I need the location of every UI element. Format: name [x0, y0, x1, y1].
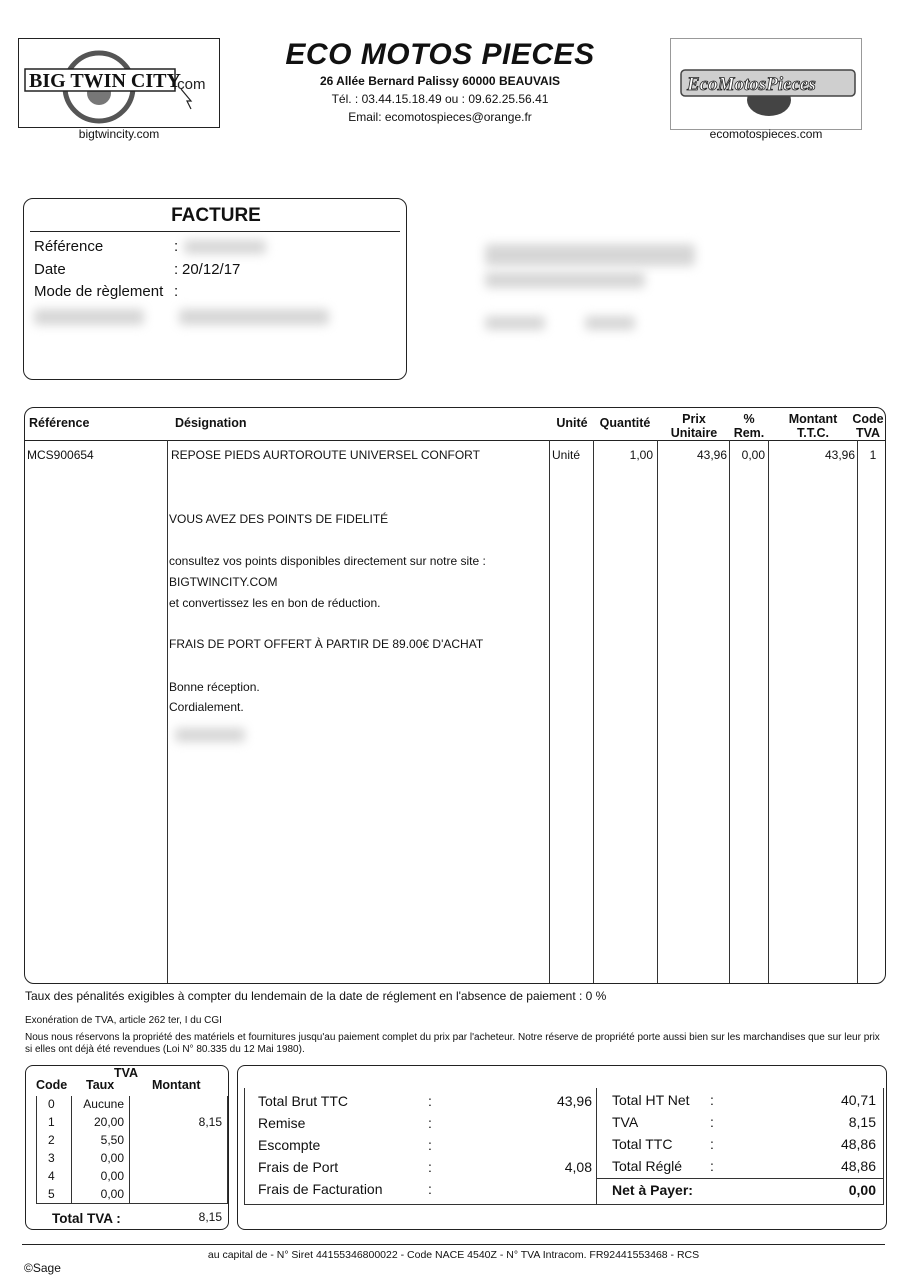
company-name: ECO MOTOS PIECES [285, 38, 595, 71]
reference-label: Référence [34, 238, 104, 255]
signature-redacted [175, 728, 245, 742]
total-regle-value: 48,86 [840, 1158, 876, 1174]
reception-message: Bonne réception. [169, 680, 260, 694]
tva-grid-divider-2 [129, 1096, 130, 1203]
customer-address-redacted-4 [585, 316, 635, 330]
ecomotospieces-logo [670, 38, 862, 130]
date-value: 20/12/17 [182, 261, 241, 278]
tva-montant: 8,15 [198, 1115, 222, 1129]
remise-colon: : [428, 1115, 432, 1131]
tva-title: TVA [114, 1066, 139, 1080]
header-remise: % Rem. [733, 412, 765, 440]
total-tva-label: Total TVA : [52, 1211, 121, 1226]
col-divider-3 [593, 440, 594, 983]
tva-code: 1 [48, 1115, 55, 1129]
row-designation: REPOSE PIEDS AURTOROUTE UNIVERSEL CONFORT [171, 448, 480, 462]
row-remise: 0,00 [741, 448, 765, 462]
tva-total-colon: : [710, 1114, 714, 1130]
date-colon: : [174, 261, 179, 278]
frais-port-label: Frais de Port [258, 1159, 339, 1175]
total-ttc-label: Total TTC [612, 1136, 673, 1152]
col-divider-4 [657, 440, 658, 983]
col-divider-2 [549, 440, 550, 983]
total-ttc-colon: : [710, 1136, 714, 1152]
convert-message: et convertissez les en bon de réduction. [169, 596, 381, 610]
tva-code: 2 [48, 1133, 55, 1147]
ecomotospieces-logo-text: EcoMotosPieces [687, 74, 816, 95]
total-brut-label: Total Brut TTC [258, 1093, 348, 1109]
company-email: Email: ecomotospieces@orange.fr [348, 110, 532, 124]
total-ht-value: 40,71 [840, 1092, 876, 1108]
left-logo-caption: bigtwincity.com [78, 127, 160, 141]
total-regle-colon: : [710, 1158, 714, 1174]
bigtwincity-logo-graphic [21, 41, 217, 125]
invoice-lines-table [24, 407, 886, 984]
facture-box [23, 198, 407, 380]
net-a-payer-divider [596, 1178, 884, 1179]
tva-total-label: TVA [612, 1114, 639, 1130]
total-brut-colon: : [428, 1093, 432, 1109]
frais-facturation-label: Frais de Facturation [258, 1181, 383, 1197]
company-phone: Tél. : 03.44.15.18.49 ou : 09.62.25.56.41 [331, 92, 549, 106]
total-ht-label: Total HT Net [612, 1092, 690, 1108]
frais-port-colon: : [428, 1159, 432, 1175]
escompte-label: Escompte [258, 1137, 321, 1153]
tva-taux: 20,00 [93, 1115, 124, 1129]
ecomotospieces-logo-graphic [673, 42, 859, 126]
frais-facturation-colon: : [428, 1181, 432, 1197]
tva-grid [36, 1096, 228, 1204]
payment-redacted-2 [179, 309, 329, 325]
col-divider-5 [729, 440, 730, 983]
header-prix-unitaire: Prix Unitaire [670, 412, 718, 440]
penalites-note: Taux des pénalités exigibles à compter du lendemain de la date de réglement en l'absence de paiement : 0 % [25, 989, 607, 1003]
header-unite: Unité [556, 416, 588, 430]
bigtwincity-logo [18, 38, 220, 128]
tva-col-code: Code [36, 1078, 68, 1092]
company-address: 26 Allée Bernard Palissy 60000 BEAUVAIS [319, 74, 561, 88]
right-logo-caption: ecomotospieces.com [709, 127, 823, 141]
tva-summary-box [25, 1065, 229, 1230]
net-a-payer-value: 0,00 [848, 1182, 876, 1198]
bigtwincity-logo-text: BIG TWIN CITY [29, 70, 181, 92]
row-montant: 43,96 [824, 448, 855, 462]
sage-copyright: ©Sage [24, 1261, 61, 1275]
regards-message: Cordialement. [169, 700, 244, 714]
tva-code: 3 [48, 1151, 55, 1165]
col-divider-6 [768, 440, 769, 983]
customer-address-redacted-1 [485, 244, 695, 266]
header-quantite: Quantité [599, 416, 651, 430]
tva-taux: Aucune [83, 1097, 124, 1111]
total-tva-value: 8,15 [198, 1210, 222, 1224]
exoneration-note: Exonération de TVA, article 262 ter, I du CGI [25, 1015, 222, 1026]
col-divider-1 [167, 440, 168, 983]
tva-total-value: 8,15 [848, 1114, 876, 1130]
row-reference: MCS900654 [27, 448, 94, 462]
tva-taux: 0,00 [100, 1151, 124, 1165]
header-montant: Montant T.T.C. [788, 412, 838, 440]
tva-code: 4 [48, 1169, 55, 1183]
total-regle-label: Total Réglé [612, 1158, 683, 1174]
payment-label: Mode de règlement [34, 283, 164, 300]
table-header-divider [25, 440, 885, 441]
reference-redacted [184, 240, 266, 254]
row-quantite: 1,00 [629, 448, 653, 462]
payment-colon: : [174, 283, 179, 300]
remise-label: Remise [258, 1115, 306, 1131]
facture-title: FACTURE [171, 205, 261, 226]
shipping-message: FRAIS DE PORT OFFERT À PARTIR DE 89.00€ D'ACHAT [169, 637, 484, 651]
row-code-tva: 1 [869, 448, 877, 462]
fidelity-message: VOUS AVEZ DES POINTS DE FIDELITÉ [169, 512, 389, 526]
row-prix-unitaire: 43,96 [696, 448, 727, 462]
tva-code: 0 [48, 1097, 55, 1111]
reserve-note: Nous nous réservons la propriété des matériels et fournitures jusqu'au paiement complet du prix par l'acheteur. Notre réserve de propriété porte aussi bien sur les marchandises que sur leur prix si elles ont déjà été revendues (Loi N° 80.335 du 12 Mai 1980). [25, 1032, 880, 1055]
tva-taux: 5,50 [100, 1133, 124, 1147]
tva-taux: 0,00 [100, 1169, 124, 1183]
footer-divider [22, 1244, 885, 1245]
site-message: BIGTWINCITY.COM [169, 575, 278, 589]
escompte-colon: : [428, 1137, 432, 1153]
reference-colon: : [174, 238, 179, 255]
facture-divider [30, 231, 400, 232]
header-code-tva: Code TVA [852, 412, 884, 440]
tva-col-taux: Taux [86, 1078, 115, 1092]
frais-port-value: 4,08 [564, 1159, 592, 1175]
tva-code: 5 [48, 1187, 55, 1201]
totals-box [237, 1065, 887, 1230]
svg-text:.com: .com [173, 76, 206, 93]
row-unite: Unité [552, 448, 581, 462]
customer-address-redacted-3 [485, 316, 545, 330]
net-a-payer-label: Net à Payer: [612, 1182, 693, 1198]
header-designation: Désignation [175, 416, 247, 430]
total-brut-value: 43,96 [556, 1093, 592, 1109]
consult-message: consultez vos points disponibles directement sur notre site : [169, 554, 486, 568]
tva-taux: 0,00 [100, 1187, 124, 1201]
payment-redacted-1 [34, 309, 144, 325]
legal-footer: au capital de - N° Siret 44155346800022 - Code NACE 4540Z - N° TVA Intracom. FR92441553468 - RCS [207, 1249, 700, 1261]
total-ht-colon: : [710, 1092, 714, 1108]
col-divider-7 [857, 440, 858, 983]
tva-col-montant: Montant [152, 1078, 201, 1092]
customer-address-redacted-2 [485, 272, 645, 288]
header-reference: Référence [29, 416, 90, 430]
total-ttc-value: 48,86 [840, 1136, 876, 1152]
date-label: Date [34, 261, 66, 278]
